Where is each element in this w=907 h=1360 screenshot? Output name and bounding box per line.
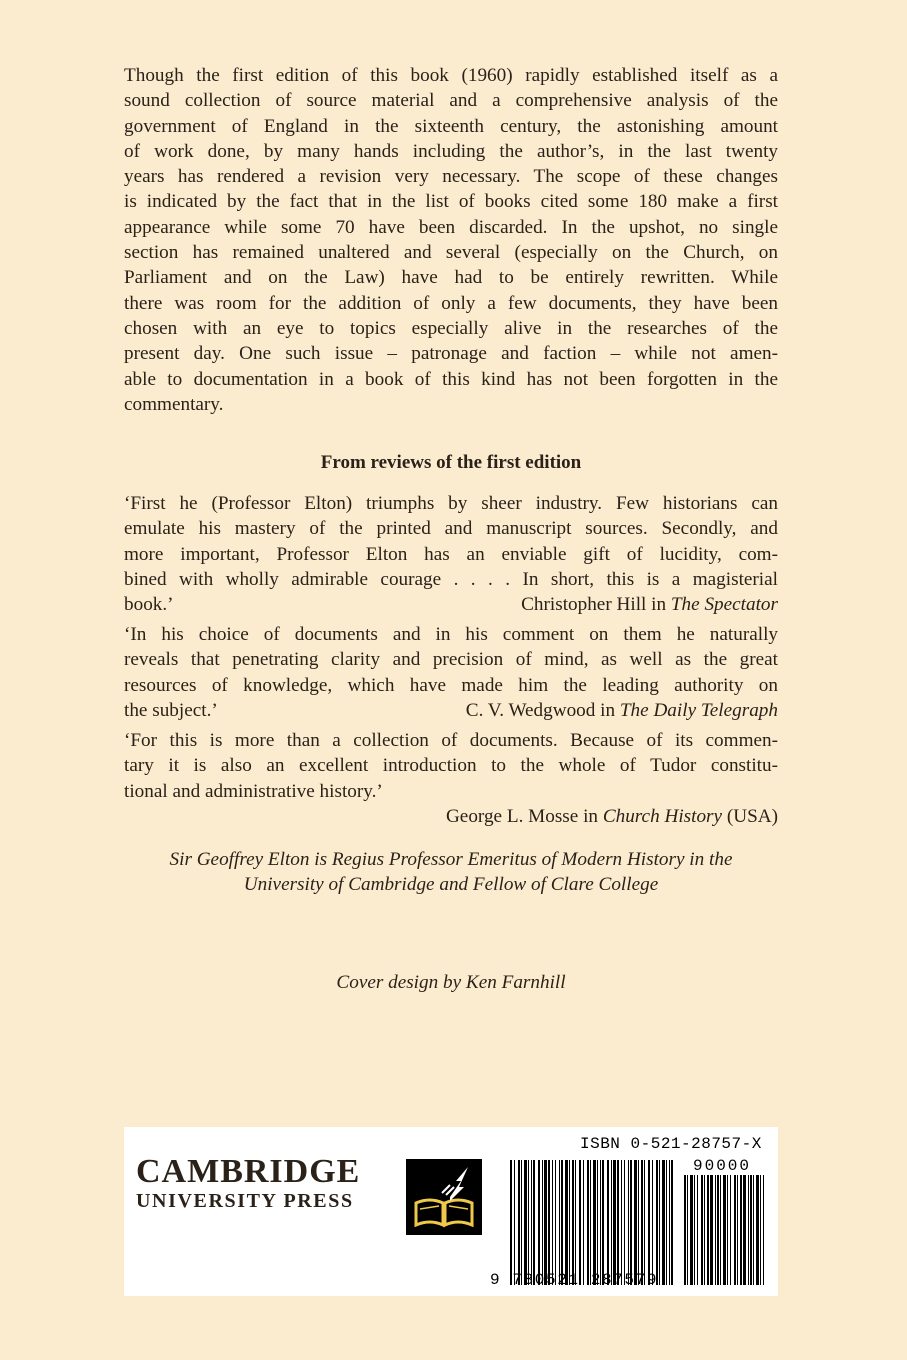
review-line: tary it is also an excellent introduction to the whole of Tudor constitu-: [124, 755, 778, 777]
publication-name: The Spectator: [670, 594, 778, 616]
barcode-ean-digits: 9 780521 287579: [490, 1271, 659, 1289]
review-citation-line: [124, 592, 778, 617]
blurb-line: sound collection of source material and a comprehensive analysis of the: [124, 90, 778, 112]
author-bio: [124, 847, 778, 898]
publication-name: Church History: [602, 805, 723, 827]
blurb-line: government of England in the sixteenth century, the astonishing amount: [124, 115, 778, 137]
barcode-addon-digits: 90000: [693, 1157, 752, 1175]
barcode-addon-icon: [684, 1175, 766, 1285]
review-line: ‘In his choice of documents and in his comment on them he naturally: [124, 624, 778, 645]
blurb-line: able to documentation in a book of this kind has not been forgotten in the: [124, 368, 778, 390]
review-attribution: [521, 592, 778, 617]
publication-suffix: (USA): [726, 805, 778, 827]
reviews-heading: From reviews of the first edition: [320, 452, 582, 473]
review-line: reveals that penetrating clarity and precision of mind, as well as the great: [124, 649, 778, 671]
blurb-line: there was room for the addition of only a few documents, they have been: [124, 292, 778, 314]
blurb-line: appearance while some 70 have been discarded. In the upshot, no single: [124, 216, 778, 238]
blurb-paragraph: [124, 63, 778, 417]
blurb-line: commentary.: [124, 393, 224, 415]
review-last-text: the subject.’: [124, 699, 218, 721]
review-line: ‘For this is more than a collection of documents. Because of its commen-: [124, 730, 778, 751]
barcode-icon: [510, 1160, 674, 1285]
blurb-line: years has rendered a revision very necessary. The scope of these changes: [124, 166, 778, 188]
publisher-name: CAMBRIDGE: [136, 1153, 361, 1190]
review-line: resources of knowledge, which have made him the leading authority on: [124, 674, 778, 696]
blurb-line: section has remained unaltered and several (especially on the Church, on: [124, 242, 778, 264]
publication-name: The Daily Telegraph: [619, 699, 778, 721]
review-line: emulate his mastery of the printed and manuscript sources. Secondly, and: [124, 518, 778, 540]
review-attribution: [466, 698, 778, 723]
author-bio-line: Sir Geoffrey Elton is Regius Professor Emeritus of Modern History in the: [169, 849, 733, 870]
book-lightning-logo-icon: [406, 1159, 482, 1235]
blurb-line: present day. One such issue – patronage and faction – while not amen-: [124, 343, 778, 365]
review-last-text: tional and administrative history.’: [124, 780, 383, 802]
review-last-text: book.’: [124, 594, 174, 616]
review-line: more important, Professor Elton has an enviable gift of lucidity, com-: [124, 543, 778, 565]
cover-design-credit: Cover design by Ken Farnhill: [336, 972, 566, 993]
blurb-line: is indicated by the fact that in the list of books cited some 180 make a first: [124, 191, 778, 213]
reviewer-name: C. V. Wedgwood in: [465, 699, 616, 721]
reviewer-name: Christopher Hill in: [521, 594, 667, 616]
review-quote: [124, 622, 778, 723]
blurb-line: of work done, by many hands including the author’s, in the last twenty: [124, 140, 778, 162]
reviewer-name: George L. Mosse in: [445, 805, 599, 827]
review-line: ‘First he (Professor Elton) triumphs by sheer industry. Few historians can: [124, 493, 778, 514]
review-citation-line: [124, 698, 778, 723]
review-quote: [124, 728, 778, 829]
isbn-label: ISBN 0-521-28757-X: [580, 1135, 762, 1153]
review-quote: [124, 491, 778, 617]
publisher-footer: [124, 1127, 778, 1296]
blurb-line: Though the first edition of this book (1960) rapidly established itself as a: [124, 65, 778, 86]
blurb-line: Parliament and on the Law) have had to be entirely rewritten. While: [124, 267, 778, 289]
review-line: bined with wholly admirable courage . . . . In short, this is a magisterial: [124, 568, 778, 590]
publisher-subtitle: UNIVERSITY PRESS: [136, 1190, 354, 1212]
author-bio-line: University of Cambridge and Fellow of Clare College: [243, 874, 659, 896]
blurb-line: chosen with an eye to topics especially alive in the researches of the: [124, 317, 778, 339]
review-attribution: [124, 804, 778, 829]
